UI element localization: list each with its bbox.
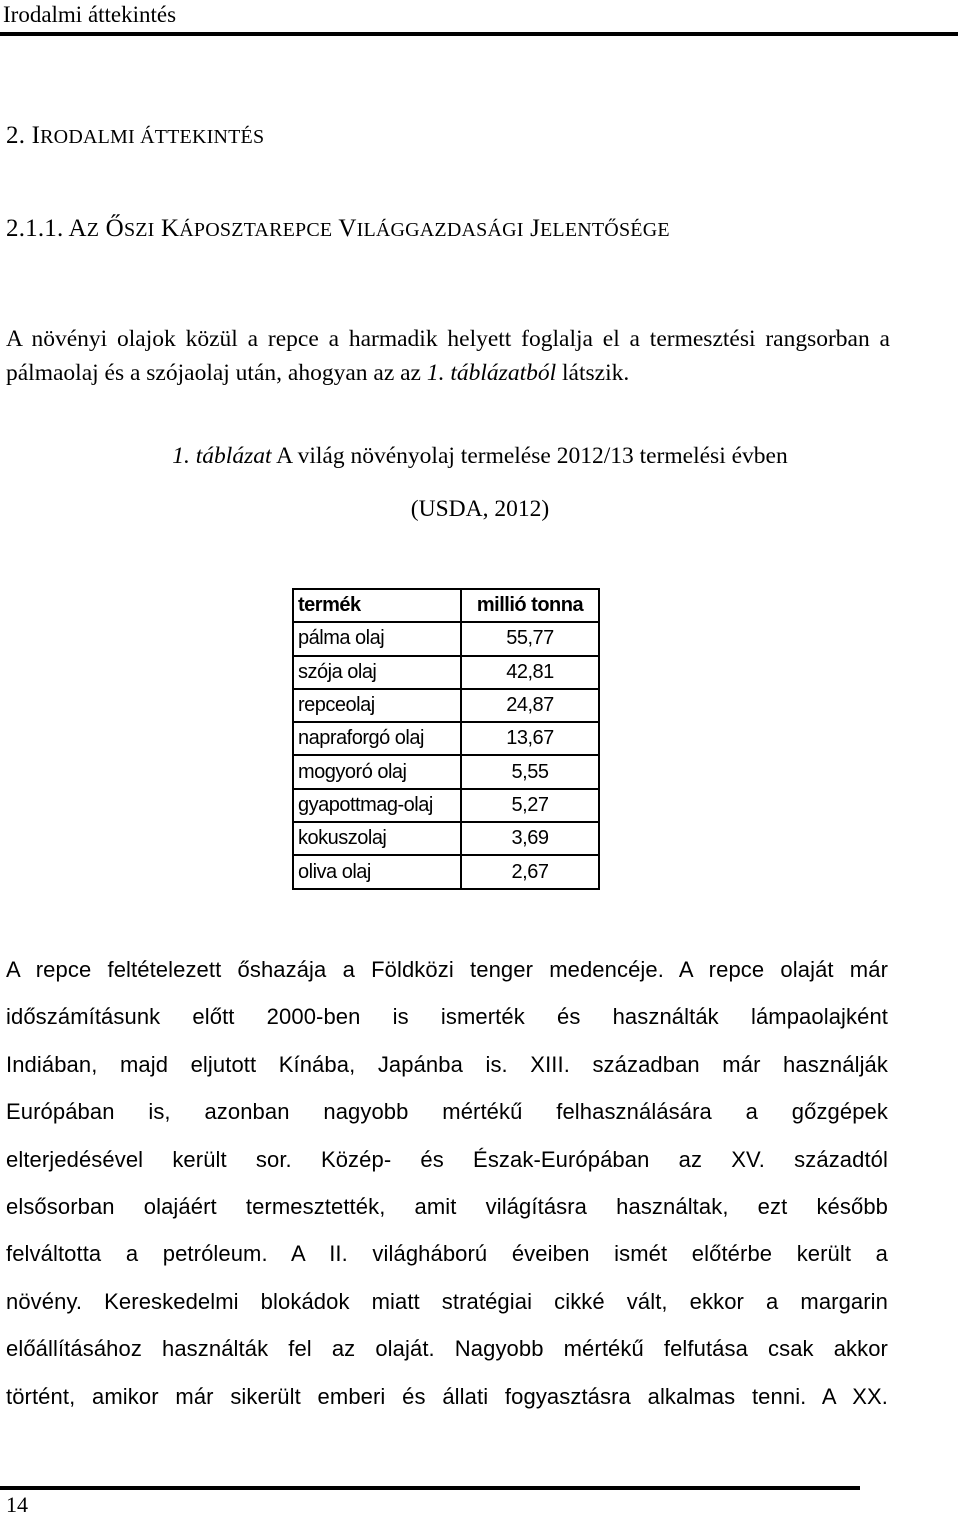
section-heading	[6, 120, 264, 153]
table-row	[293, 722, 599, 755]
cell-amount: 13,67	[461, 722, 599, 755]
cell-amount: 42,81	[461, 656, 599, 689]
body-line: elterjedésével került sor. Közép- és Észak-Európában az XV. századtól	[6, 1146, 888, 1172]
cell-product: pálma olaj	[293, 622, 461, 655]
cell-product: szója olaj	[293, 656, 461, 689]
cell-product: kokuszolaj	[293, 822, 461, 855]
table-row	[293, 822, 599, 855]
intro-text-end: látszik.	[556, 359, 630, 386]
caption-text: A világ növényolaj termelése 2012/13 termelési évben	[271, 443, 788, 469]
cell-product: mogyoró olaj	[293, 755, 461, 788]
table-row	[293, 855, 599, 888]
table-row	[293, 656, 599, 689]
body-line: növény. Kereskedelmi blokádok miatt stratégiai cikké vált, ekkor a margarin	[6, 1288, 888, 1314]
cell-product: repceolaj	[293, 689, 461, 722]
subsection-word-rest: ÁPOSZTAREPCE	[179, 219, 333, 241]
column-header-product: termék	[293, 589, 461, 622]
column-header-amount: millió tonna	[461, 589, 599, 622]
table-header-row	[293, 589, 599, 622]
subsection-number: 2.1.1.	[6, 215, 64, 242]
cell-product: oliva olaj	[293, 855, 461, 888]
table-row	[293, 689, 599, 722]
body-line: előállításához használták fel az olaját. Nagyobb mértékű felfutása csak akkor	[6, 1336, 888, 1362]
section-title-initial: I	[31, 122, 41, 149]
intro-paragraph	[6, 322, 890, 390]
body-paragraph	[6, 946, 888, 1420]
subsection-word-initial: Ő	[105, 215, 124, 242]
subsection-word-initial: V	[338, 215, 357, 242]
caption-source: (USDA, 2012)	[410, 496, 550, 522]
cell-amount: 3,69	[461, 822, 599, 855]
body-line: felváltotta a petróleum. A II. világháború éveiben ismét előtérbe került a	[6, 1241, 888, 1267]
caption-label: 1. táblázat	[172, 443, 272, 469]
subsection-word-rest: SZI	[123, 219, 155, 241]
body-line: A repce feltételezett őshazája a Földközi tenger medencéje. A repce olaját már	[6, 957, 888, 982]
subsection-word-initial: K	[161, 215, 180, 242]
subsection-word-rest: ILÁGGAZDASÁGI	[356, 219, 524, 241]
header-rule	[0, 32, 958, 36]
cell-amount: 2,67	[461, 855, 599, 888]
cell-product: gyapottmag-olaj	[293, 789, 461, 822]
body-line: Indiában, majd eljutott Kínába, Japánba is. XIII. században már használják	[6, 1051, 888, 1077]
table-row	[293, 755, 599, 788]
page-number: 14	[6, 1492, 28, 1517]
body-line: Európában is, azonban nagyobb mértékű felhasználására a gőzgépek	[6, 1099, 888, 1125]
section-number: 2.	[6, 122, 26, 149]
running-header: Irodalmi áttekintés	[3, 2, 177, 27]
body-line: időszámításunk előtt 2000-ben is ismerték és használták lámpaolajként	[6, 1004, 888, 1030]
cell-amount: 55,77	[461, 622, 599, 655]
body-line: elsősorban olajáért termesztették, amit világításra használtak, ezt később	[6, 1194, 888, 1220]
section-title-rest: RODALMI ÁTTEKINTÉS	[40, 126, 265, 148]
subsection-word-rest: Z	[86, 219, 100, 241]
table-caption	[0, 438, 960, 527]
cell-amount: 24,87	[461, 689, 599, 722]
subsection-word-initial: A	[68, 215, 87, 242]
footer-rule	[0, 1486, 860, 1490]
table-reference: 1. táblázatból	[426, 359, 557, 386]
table-row	[293, 789, 599, 822]
cell-product: napraforgó olaj	[293, 722, 461, 755]
cell-amount: 5,55	[461, 755, 599, 788]
subsection-word-initial: J	[530, 215, 540, 242]
oil-production-table	[292, 588, 600, 890]
subsection-word-rest: ELENTŐSÉGE	[540, 219, 670, 241]
body-line: történt, amikor már sikerült emberi és állati fogyasztásra alkalmas tenni. A XX.	[6, 1383, 888, 1409]
table-row	[293, 622, 599, 655]
subsection-heading	[6, 213, 670, 246]
intro-text: A növényi olajok közül a repce a harmadik helyett foglalja el a termesztési rangsorban a pálmaolaj és a szójaolaj után, ahogyan az az	[6, 325, 890, 386]
cell-amount: 5,27	[461, 789, 599, 822]
